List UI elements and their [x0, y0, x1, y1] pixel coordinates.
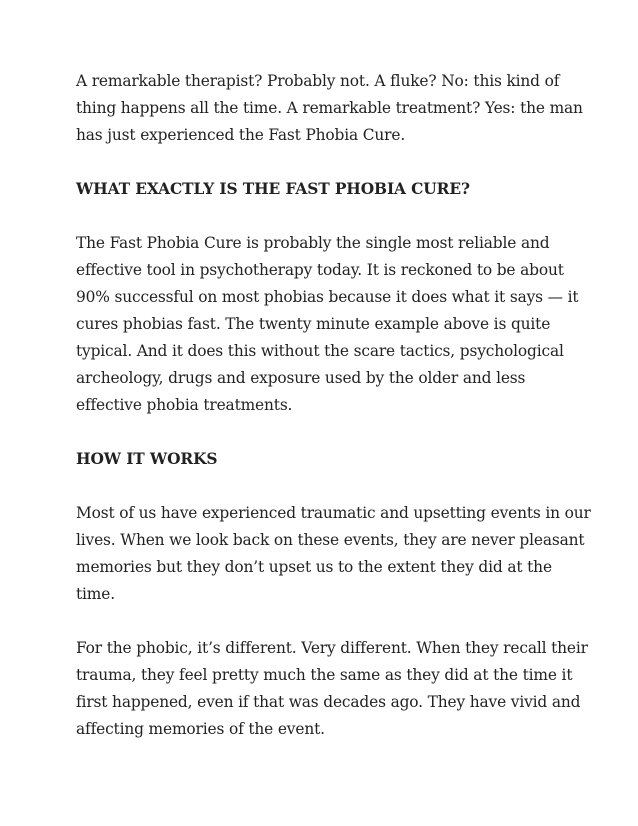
text-line: trauma, they feel pretty much the same as they did at the time it	[76, 666, 573, 684]
text-line: archeology, drugs and exposure used by the older and less	[76, 369, 526, 387]
text-line: time.	[76, 585, 115, 603]
phobic-experience-paragraph	[76, 635, 588, 743]
text-line: cures phobias fast. The twenty minute example above is quite	[76, 315, 551, 333]
definition-paragraph	[76, 230, 579, 419]
text-line: The Fast Phobia Cure is probably the single most reliable and	[76, 234, 550, 252]
text-line: first happened, even if that was decades ago. They have vivid and	[76, 693, 581, 711]
article-body	[76, 68, 591, 770]
section-heading-how-it-works	[76, 446, 576, 473]
heading-text: WHAT EXACTLY IS THE FAST PHOBIA CURE?	[76, 180, 470, 198]
text-line: A remarkable therapist? Probably not. A fluke? No: this kind of	[76, 72, 560, 90]
heading-text: HOW IT WORKS	[76, 450, 218, 468]
text-line: affecting memories of the event.	[76, 720, 325, 738]
text-line: typical. And it does this without the scare tactics, psychological	[76, 342, 564, 360]
text-line: thing happens all the time. A remarkable treatment? Yes: the man	[76, 99, 583, 117]
text-line: 90% successful on most phobias because it does what it says — it	[76, 288, 579, 306]
text-line: lives. When we look back on these events, they are never pleasant	[76, 531, 585, 549]
section-heading-what-is	[76, 176, 576, 203]
text-line: For the phobic, it’s different. Very different. When they recall their	[76, 639, 588, 657]
intro-paragraph	[76, 68, 583, 149]
text-line: memories but they don’t upset us to the extent they did at the	[76, 558, 552, 576]
text-line: effective phobia treatments.	[76, 396, 293, 414]
text-line: effective tool in psychotherapy today. It is reckoned to be about	[76, 261, 564, 279]
text-line: Most of us have experienced traumatic and upsetting events in our	[76, 504, 591, 522]
text-line: has just experienced the Fast Phobia Cure.	[76, 126, 406, 144]
common-experience-paragraph	[76, 500, 591, 608]
